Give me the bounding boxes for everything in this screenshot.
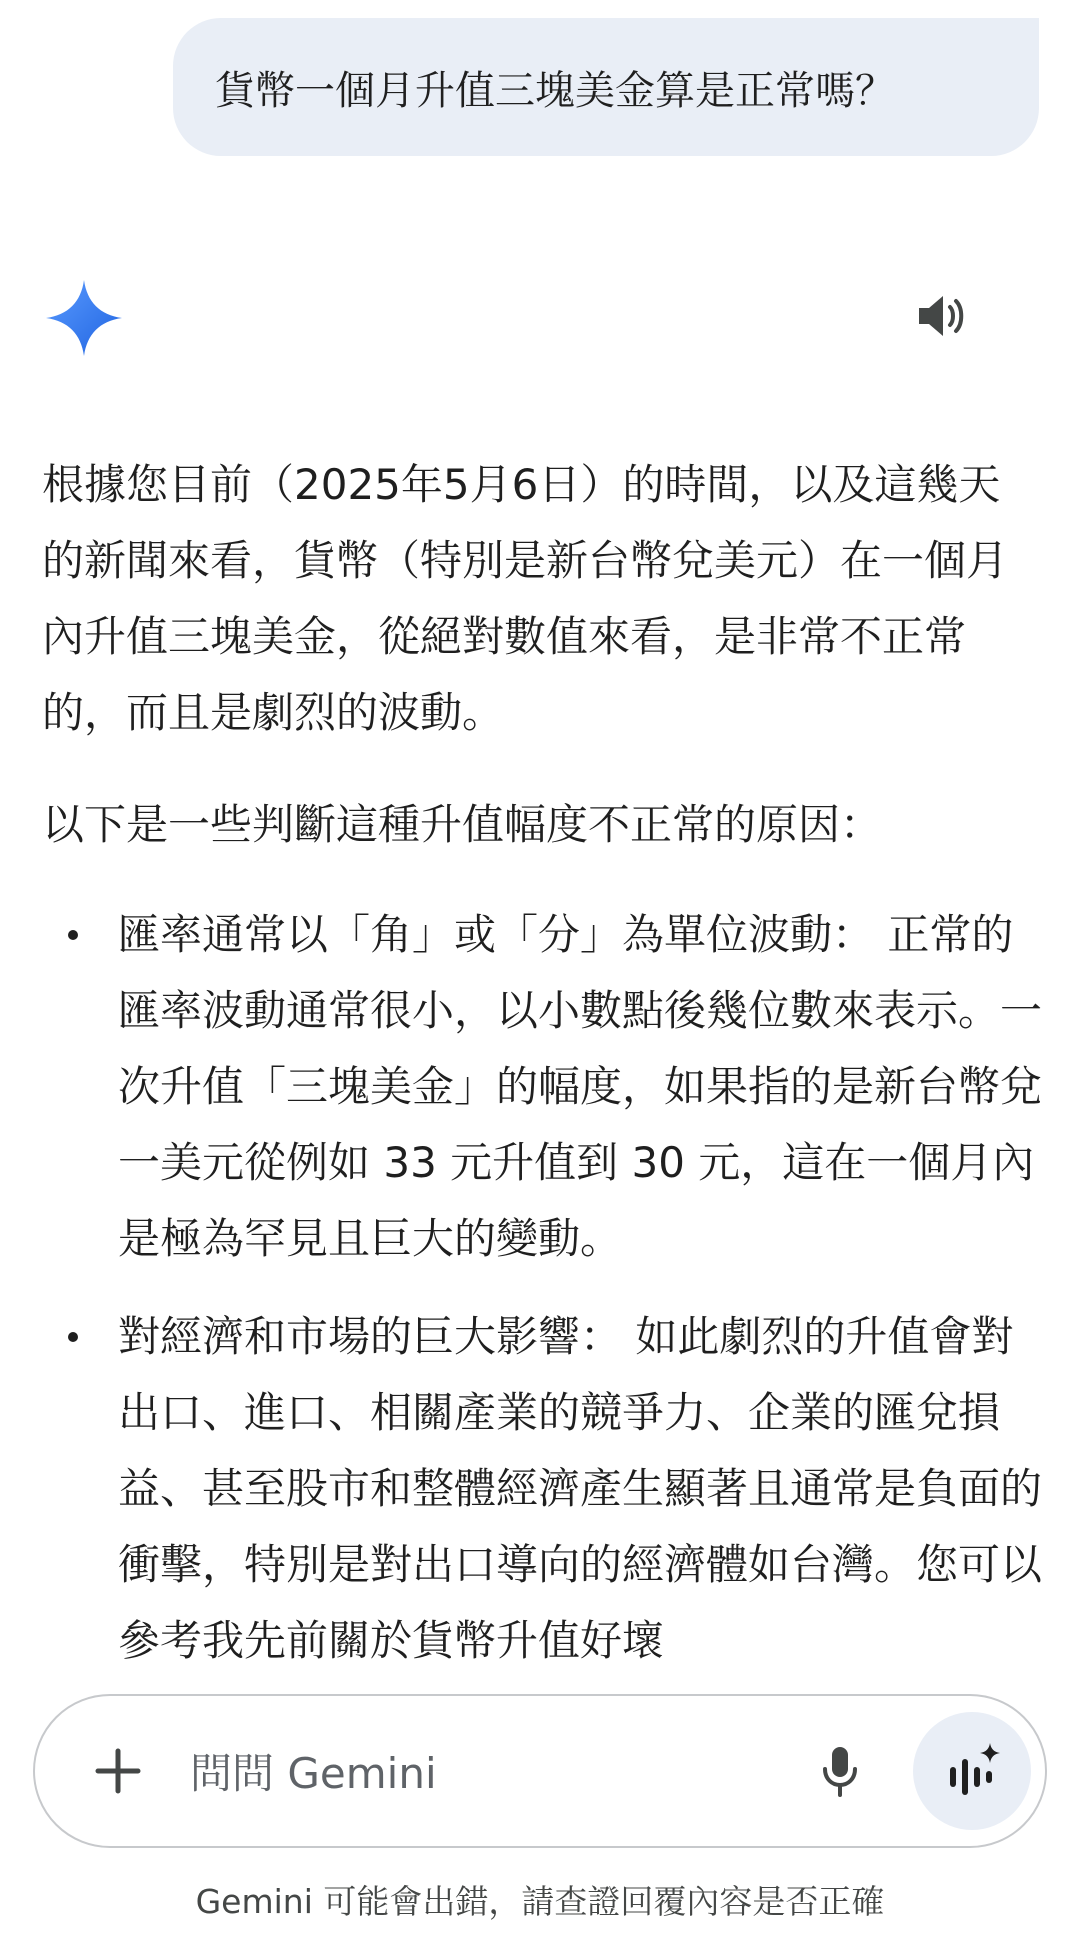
response-paragraph: 以下是一些判斷這種升值幅度不正常的原因： <box>42 800 883 849</box>
user-message-text: 貨幣一個月升值三塊美金算是正常嗎？ <box>215 67 895 114</box>
list-item-text: 對經濟和市場的巨大影響： 如此劇烈的升值會對出口、進口、相關產業的競爭力、企業的匯兌損益、甚至股市和整體經濟產生顯著且通常是負面的衝擊，特別是對出口導向的經濟體如台灣。您可以參考我先前關於貨幣升值好壞 <box>118 1312 1043 1665</box>
prompt-input[interactable]: 問問 Gemini <box>190 1749 437 1798</box>
bullet-dot <box>68 1332 78 1342</box>
response-bullet-list <box>42 897 1042 1679</box>
gemini-live-icon <box>940 1739 1004 1803</box>
gemini-sparkle-icon <box>46 280 122 356</box>
response-paragraph: 根據您目前（2025年5月6日）的時間，以及這幾天的新聞來看，貨幣（特別是新台幣兌美元）在一個月內升值三塊美金，從絕對數值來看，是非常不正常的，而且是劇烈的波動。 <box>42 460 1009 737</box>
read-aloud-button[interactable] <box>911 284 975 348</box>
list-item <box>42 897 1042 1277</box>
prompt-input-bar[interactable] <box>33 1694 1047 1848</box>
user-message-bubble <box>173 18 1039 156</box>
list-item-text: 匯率通常以「角」或「分」為單位波動： 正常的匯率波動通常很小，以小數點後幾位數來表示。一次升值「三塊美金」的幅度，如果指的是新台幣兌一美元從例如 33 元升值到 30 元，這在一個月內是極為罕見且巨大的變動。 <box>118 910 1043 1263</box>
disclaimer-text: Gemini 可能會出錯，請查證回覆內容是否正確 <box>195 1882 885 1921</box>
plus-icon <box>95 1748 141 1794</box>
add-attachment-button[interactable] <box>83 1736 153 1806</box>
gemini-live-button[interactable] <box>913 1712 1031 1830</box>
voice-input-button[interactable] <box>805 1736 875 1806</box>
response-content <box>42 447 1042 1701</box>
mic-icon <box>820 1745 860 1797</box>
list-item <box>42 1299 1042 1679</box>
bullet-dot <box>68 930 78 940</box>
speaker-icon <box>917 293 969 339</box>
